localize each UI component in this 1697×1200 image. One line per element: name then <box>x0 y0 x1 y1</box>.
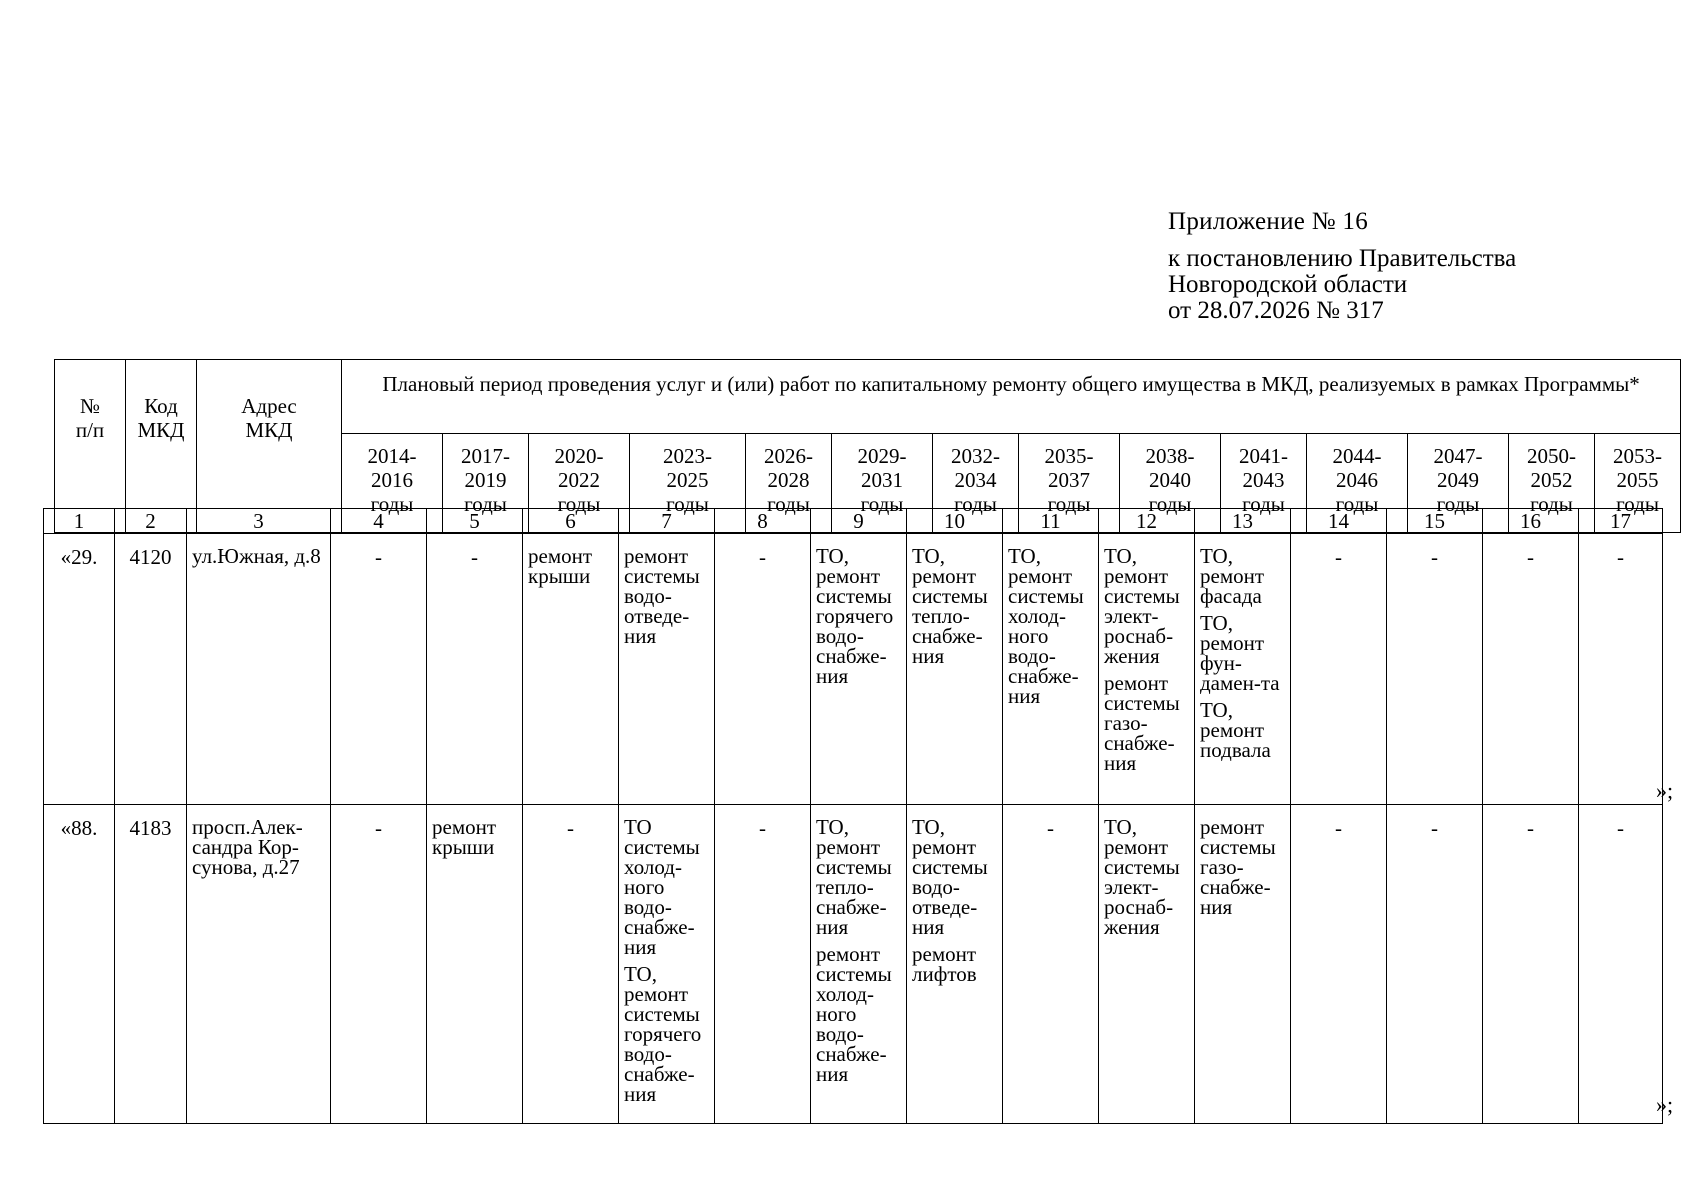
table-cell <box>1195 805 1291 1124</box>
column-number: 14 <box>1291 509 1387 534</box>
work-item: ТО системы холод-ного водо-снабже-ния <box>624 815 700 959</box>
table-header <box>54 359 1681 533</box>
table-cell <box>1099 534 1195 805</box>
work-item: ТО, ремонт системы тепло-снабже-ния <box>912 544 988 668</box>
column-header-code: Код МКД <box>126 360 197 533</box>
work-item: ТО, ремонт системы элект-роснаб-жения <box>1104 815 1180 939</box>
work-item: ТО, ремонт фун-дамен-та <box>1200 611 1280 695</box>
period-header: 2017- 2019 годы <box>443 434 529 533</box>
table-cell <box>1099 805 1195 1124</box>
table-cell: - <box>331 534 427 805</box>
table-cell: - <box>1483 805 1579 1124</box>
column-number: 2 <box>115 509 187 534</box>
table-cell: - <box>1387 534 1483 805</box>
column-number: 10 <box>907 509 1003 534</box>
period-header: 2032- 2034 годы <box>933 434 1019 533</box>
column-number: 1 <box>44 509 115 534</box>
period-header: 2044- 2046 годы <box>1307 434 1408 533</box>
column-number: 3 <box>187 509 331 534</box>
column-number: 9 <box>811 509 907 534</box>
table-cell <box>907 534 1003 805</box>
work-item: ремонт крыши <box>432 815 497 859</box>
work-item: ТО, ремонт системы горячего водо-снабже-ния <box>816 544 894 688</box>
appendix-title: Приложение № 16 <box>1168 208 1369 235</box>
decree-line: от 28.07.2026 № 317 <box>1168 297 1384 324</box>
table-cell: - <box>1003 805 1099 1124</box>
period-header: 2038- 2040 годы <box>1120 434 1221 533</box>
table-cell <box>619 805 715 1124</box>
period-header: 2020- 2022 годы <box>529 434 630 533</box>
row-address: ул.Южная, д.8 <box>187 534 331 805</box>
closing-quote: »; <box>1656 1092 1674 1117</box>
table-cell <box>1003 534 1099 805</box>
work-item: ремонт системы холод-ного водо-снабже-ния <box>816 942 892 1086</box>
work-item: ТО, ремонт фасада <box>1200 544 1265 608</box>
planned-period-header: Плановый период проведения услуг и (или) работ по капитальному ремонту общего имущества в МКД, реализуемых в рамках Программы* <box>342 360 1681 434</box>
period-header: 2026- 2028 годы <box>746 434 832 533</box>
row-code: 4183 <box>115 805 187 1124</box>
work-item: ремонт системы водо-отведе-ния <box>624 544 700 648</box>
period-header: 2035- 2037 годы <box>1019 434 1120 533</box>
row-number: «29. <box>44 534 115 805</box>
table-cell: - <box>1291 534 1387 805</box>
table-cell: - <box>1579 805 1663 1124</box>
table-cell: - <box>715 805 811 1124</box>
column-number: 6 <box>523 509 619 534</box>
column-number: 7 <box>619 509 715 534</box>
period-header: 2050- 2052 годы <box>1509 434 1595 533</box>
row-address: просп.Алек-сандра Кор-сунова, д.27 <box>187 805 331 1124</box>
table-cell: - <box>1579 534 1663 805</box>
period-header: 2047- 2049 годы <box>1408 434 1509 533</box>
column-number: 17 <box>1579 509 1663 534</box>
table-cell <box>523 534 619 805</box>
column-header-number: № п/п <box>55 360 126 533</box>
table-cell: - <box>523 805 619 1124</box>
table-cell <box>811 534 907 805</box>
row-number: «88. <box>44 805 115 1124</box>
column-number: 4 <box>331 509 427 534</box>
work-item: ремонт системы газо-снабже-ния <box>1200 815 1276 919</box>
decree-reference <box>1168 246 1516 324</box>
row-code: 4120 <box>115 534 187 805</box>
table-cell: - <box>715 534 811 805</box>
period-header: 2023- 2025 годы <box>630 434 746 533</box>
period-header: 2014- 2016 годы <box>342 434 443 533</box>
table-cell <box>811 805 907 1124</box>
period-header: 2041- 2043 годы <box>1221 434 1307 533</box>
closing-quote: »; <box>1656 778 1674 803</box>
work-item: ТО, ремонт системы элект-роснаб-жения <box>1104 544 1180 668</box>
work-item: ремонт лифтов <box>912 942 977 986</box>
table-cell <box>619 534 715 805</box>
column-header-address: Адрес МКД <box>197 360 342 533</box>
decree-line: Новгородской области <box>1168 271 1408 298</box>
table-cell <box>427 805 523 1124</box>
table-cell <box>1195 534 1291 805</box>
column-number: 16 <box>1483 509 1579 534</box>
table-cell: - <box>1387 805 1483 1124</box>
work-item: ремонт крыши <box>528 544 593 588</box>
work-item: ТО, ремонт системы водо-отведе-ния <box>912 815 988 939</box>
table-cell: - <box>331 805 427 1124</box>
table-cell: - <box>1291 805 1387 1124</box>
decree-line: к постановлению Правительства <box>1168 245 1517 272</box>
table-cell <box>907 805 1003 1124</box>
column-number: 12 <box>1099 509 1195 534</box>
work-item: ТО, ремонт системы тепло-снабже-ния <box>816 815 892 939</box>
column-number: 5 <box>427 509 523 534</box>
work-item: ТО, ремонт системы горячего водо-снабже-ния <box>624 962 702 1106</box>
work-item: ТО, ремонт системы холод-ного водо-снабже-ния <box>1008 544 1084 708</box>
period-header: 2029- 2031 годы <box>832 434 933 533</box>
column-number: 8 <box>715 509 811 534</box>
work-item: ТО, ремонт подвала <box>1200 698 1271 762</box>
table-cell: - <box>1483 534 1579 805</box>
table-cell: - <box>427 534 523 805</box>
work-item: ремонт системы газо-снабже-ния <box>1104 671 1180 775</box>
table-row <box>44 805 1663 1124</box>
column-number: 13 <box>1195 509 1291 534</box>
column-number: 15 <box>1387 509 1483 534</box>
data-table <box>43 508 1663 1124</box>
table-row <box>44 534 1663 805</box>
column-number: 11 <box>1003 509 1099 534</box>
period-header: 2053- 2055 годы <box>1595 434 1681 533</box>
